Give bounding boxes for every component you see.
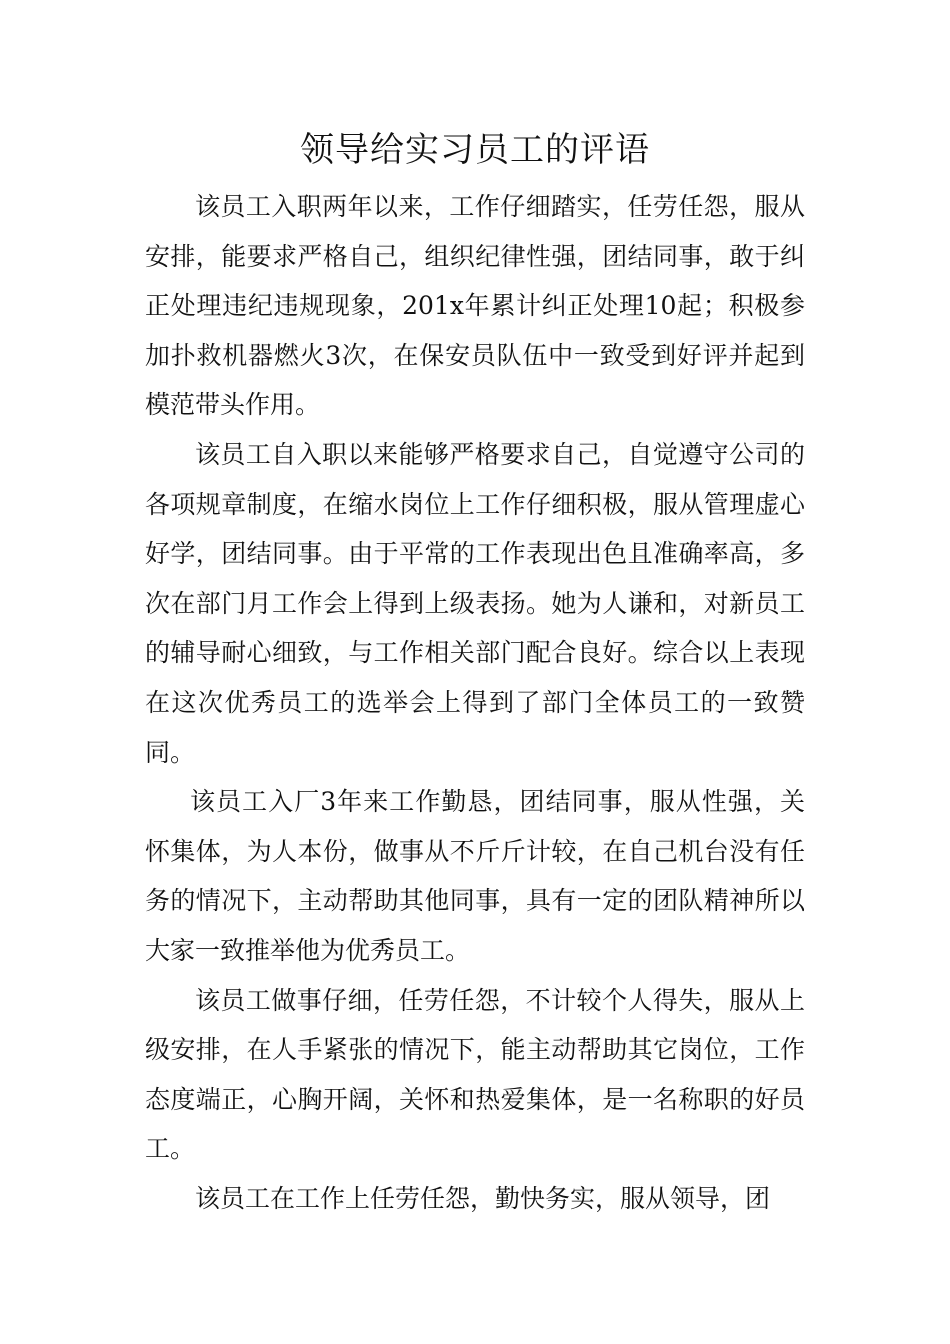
paragraph-2: 该员工自入职以来能够严格要求自己，自觉遵守公司的各项规章制度，在缩水岗位上工作仔细积极，服从管理虚心好学，团结同事。由于平常的工作表现出色且准确率高，多次在部门月工作会上得到上级表扬。她为人谦和，对新员工的辅导耐心细致，与工作相关部门配合良好。综合以上表现在这次优秀员工的选举会上得到了部门全体员工的一致赞同。 [145,439,805,767]
paragraph-3: 该员工入厂3年来工作勤恳，团结同事，服从性强，关怀集体，为人本份，做事从不斤斤计较，在自己机台没有任务的情况下，主动帮助其他同事，具有一定的团队精神所以大家一致推举他为优秀员工。 [145,787,805,965]
document-page [145,120,805,1223]
document-title: 领导给实习员工的评语 [300,130,650,170]
paragraph-5: 该员工在工作上任劳任怨，勤快务实，服从领导，团 [195,1183,771,1213]
paragraph-4: 该员工做事仔细，任劳任怨，不计较个人得失，服从上级安排，在人手紧张的情况下，能主动帮助其它岗位，工作态度端正，心胸开阔，关怀和热爱集体，是一名称职的好员工。 [145,985,805,1164]
paragraph-1: 该员工入职两年以来，工作仔细踏实，任劳任怨，服从安排，能要求严格自己，组织纪律性强，团结同事，敢于纠正处理违纪违规现象，201x年累计纠正处理10起；积极参加扑救机器燃火3次，在保安员队伍中一致受到好评并起到模范带头作用。 [145,192,805,420]
